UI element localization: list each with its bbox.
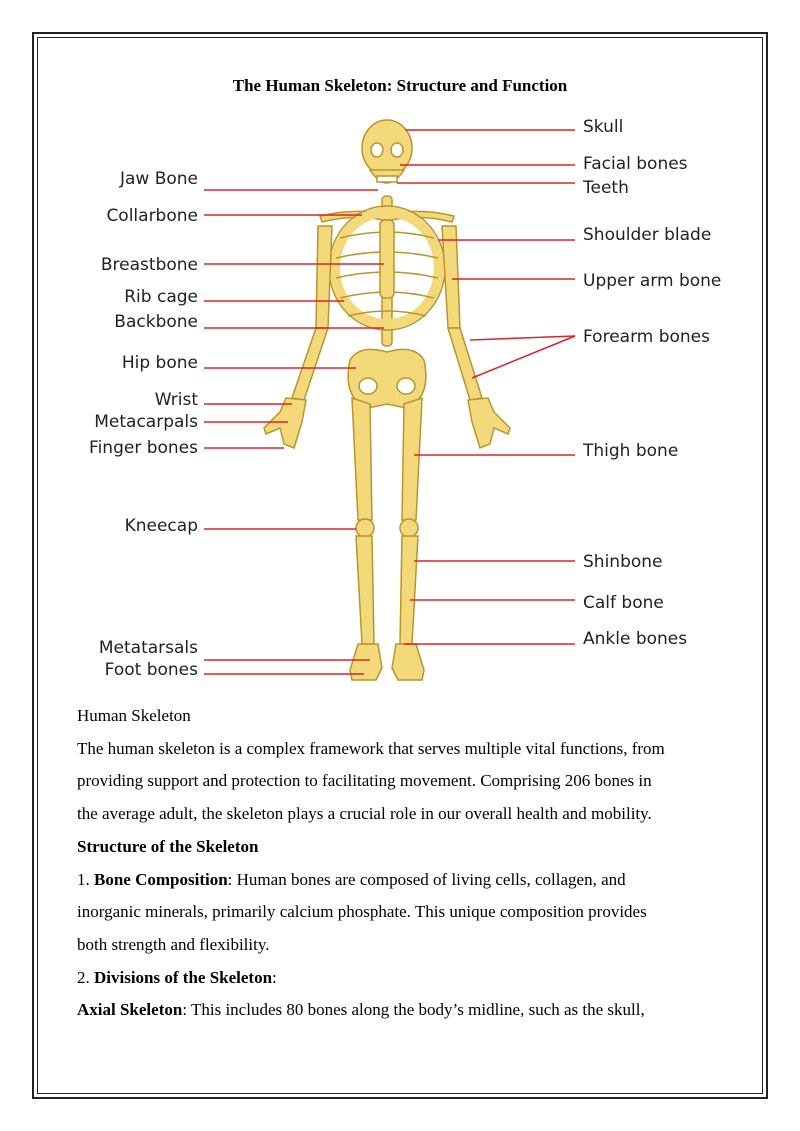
label-metacarpals: Metacarpals: [94, 412, 198, 432]
shin-right: [400, 536, 418, 644]
label-metatarsals: Metatarsals: [98, 638, 198, 658]
label-shoulder-blade: Shoulder blade: [583, 225, 712, 245]
eye-socket-right: [391, 143, 403, 157]
label-kneecap: Kneecap: [124, 516, 198, 536]
section-heading: Human Skeleton: [77, 706, 191, 725]
hand-right: [468, 398, 510, 448]
item-2: [77, 962, 757, 995]
structure-heading: Structure of the Skeleton: [77, 836, 259, 856]
label-collarbone: Collarbone: [106, 206, 198, 226]
label-calf-bone: Calf bone: [583, 593, 664, 613]
item-1-term: Bone Composition: [94, 869, 228, 889]
leader-forearm-1: [470, 336, 575, 340]
breastbone-shape: [380, 220, 394, 298]
foot-right: [392, 644, 424, 680]
item-2-term: Divisions of the Skeleton: [94, 967, 273, 987]
label-teeth: Teeth: [583, 178, 629, 198]
label-shinbone: Shinbone: [583, 552, 663, 572]
leader-forearm-2: [472, 336, 575, 378]
axial-line: [77, 994, 757, 1027]
intro-line-3: the average adult, the skeleton plays a crucial role in our overall health and mobility.: [77, 804, 652, 824]
eye-socket-left: [371, 143, 383, 157]
forearm-left: [292, 328, 328, 400]
label-upper-arm-bone: Upper arm bone: [583, 271, 722, 291]
intro-line-1: The human skeleton is a complex framework that serves multiple vital functions, from: [77, 738, 665, 758]
thigh-right: [402, 398, 422, 520]
item-1-line-2: inorganic minerals, primarily calcium phosphate. This unique composition provides: [77, 902, 647, 922]
teeth-shape: [377, 176, 397, 182]
upper-arm-left: [316, 226, 332, 328]
hip-socket-right: [397, 378, 415, 394]
label-foot-bones: Foot bones: [104, 660, 198, 680]
label-wrist: Wrist: [154, 390, 198, 410]
document-title: The Human Skeleton: Structure and Function: [232, 76, 568, 95]
skeleton-diagram: [80, 108, 740, 688]
label-thigh-bone: Thigh bone: [583, 441, 679, 461]
hand-left: [264, 398, 306, 448]
shin-left: [356, 536, 374, 644]
skeleton-diagram-svg: [80, 108, 740, 688]
pelvis-shape: [348, 349, 426, 408]
thigh-left: [352, 398, 372, 520]
label-finger-bones: Finger bones: [89, 438, 198, 458]
body-text: [77, 700, 757, 1027]
label-backbone: Backbone: [114, 312, 198, 332]
upper-arm-right: [442, 226, 460, 328]
item-1-line-3: both strength and flexibility.: [77, 934, 270, 954]
label-forearm-bones: Forearm bones: [583, 327, 711, 347]
label-ankle-bones: Ankle bones: [583, 629, 688, 649]
kneecap-left: [356, 519, 374, 537]
axial-text: : This includes 80 bones along the body’s midline, such as the skull,: [182, 1000, 645, 1020]
label-jaw-bone: Jaw Bone: [119, 169, 198, 189]
kneecap-right: [400, 519, 418, 537]
labels-left: [89, 169, 198, 680]
hip-socket-left: [359, 378, 377, 394]
item-1-text: : Human bones are composed of living cells, collagen, and: [227, 869, 626, 889]
label-breastbone: Breastbone: [100, 255, 198, 275]
label-skull: Skull: [583, 117, 624, 137]
skeleton-figure: [264, 120, 510, 680]
forearm-right: [448, 328, 482, 400]
axial-term: Axial Skeleton: [77, 1000, 183, 1020]
label-facial-bones: Facial bones: [583, 154, 688, 174]
label-rib-cage: Rib cage: [124, 287, 198, 307]
item-1-number: 1.: [77, 869, 94, 889]
labels-right: [582, 117, 721, 649]
item-1: [77, 864, 757, 897]
skull-shape: [362, 120, 412, 176]
intro-line-2: providing support and protection to facilitating movement. Comprising 206 bones in: [77, 771, 652, 791]
item-2-text: :: [272, 967, 277, 987]
item-2-number: 2.: [77, 967, 94, 987]
label-hip-bone: Hip bone: [121, 353, 198, 373]
